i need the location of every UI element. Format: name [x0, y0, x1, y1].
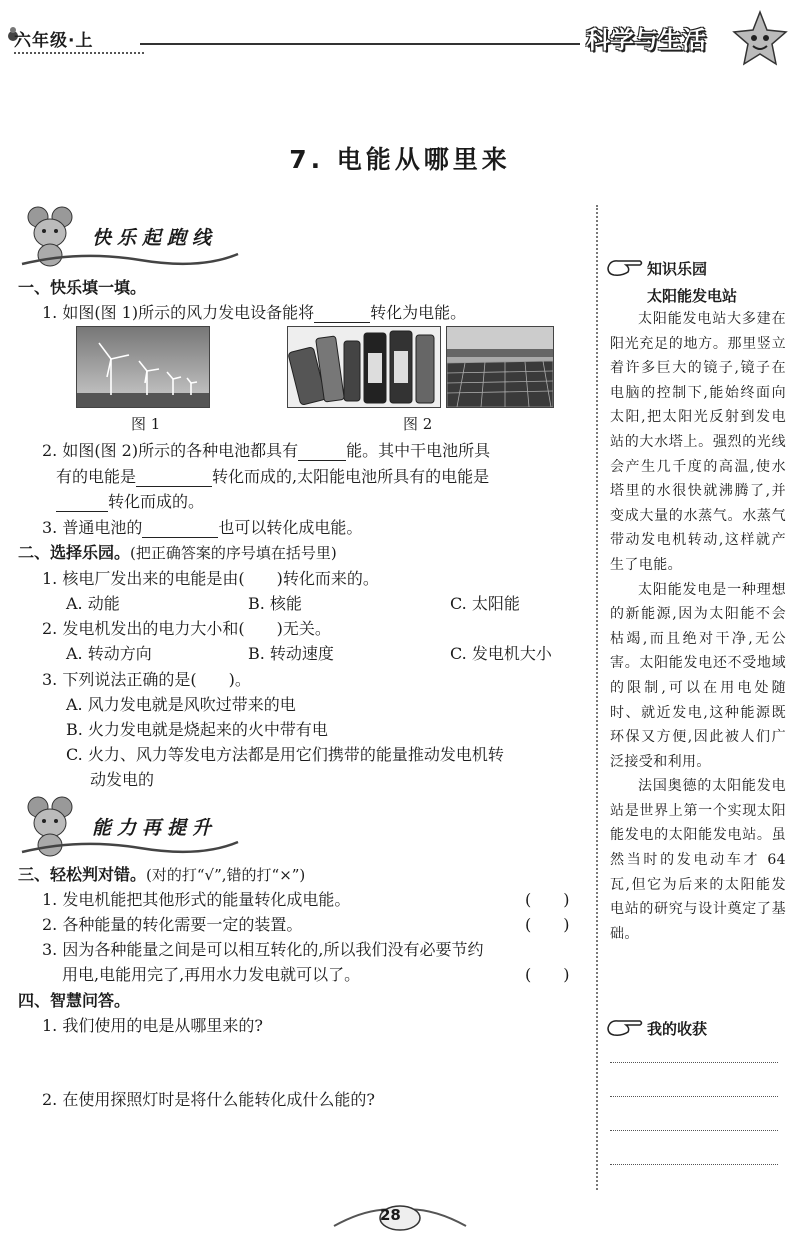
harvest-heading: 我的收获: [647, 1020, 708, 1038]
s2-q3: 3. 下列说法正确的是( )。: [42, 670, 251, 689]
sidebar-paragraph-1: 太阳能发电站大多建在阳光充足的地方。那里竖立着许多巨大的镜子,镜子在电脑的控制下,能始终面向太阳,把太阳光反射到发电站的大水塔上。强烈的光线会产生几千度的高温,使水塔里的水很快就沸腾了,并变成大量的水蒸气。水蒸气带动发电机转动,这样就产生了电能。: [610, 311, 786, 573]
header-grade: 六年级·上: [14, 31, 94, 51]
s3-item-3-cont: 用电,电能用完了,再用水力发电就可以了。: [62, 965, 361, 984]
s3-item-3: 3. 因为各种能量之间是可以相互转化的,所以我们没有必要节约: [42, 940, 484, 959]
column-divider: [596, 205, 598, 1190]
s1-q2-blank-3[interactable]: [56, 495, 108, 512]
s1-q1-blank[interactable]: [314, 306, 370, 323]
s2-q3-option-a[interactable]: A. 风力发电就是风吹过带来的电: [66, 695, 296, 714]
sidebar-paragraph-2: 太阳能发电是一种理想的新能源,因为太阳能不会枯竭,而且绝对干净,无公害。太阳能发电还不受地域的限制,可以在用电处随时、就近发电,这种能源既环保又方便,因此被人们广泛接受和利用。: [610, 581, 786, 770]
s2-heading-row: [18, 540, 337, 563]
harvest-line-2[interactable]: [610, 1096, 778, 1097]
s4-heading: 四、智慧问答。: [18, 991, 131, 1010]
s2-q2-option-c[interactable]: C. 发电机大小: [450, 644, 552, 663]
star-mascot-icon: [732, 10, 788, 72]
s2-q2: 2. 发电机发出的电力大小和( )无关。: [42, 619, 331, 638]
page-number: 28: [380, 1206, 401, 1224]
sidebar-article: [610, 307, 786, 946]
header-dotted-rule: [14, 52, 144, 54]
s3-heading-row: [18, 862, 305, 885]
page-title: 7. 电能从哪里来: [289, 145, 511, 174]
figure-1-caption: 图 1: [131, 415, 161, 433]
s3-item-2: 2. 各种能量的转化需要一定的装置。: [42, 915, 303, 934]
sidebar-heading: 知识乐园: [647, 260, 708, 278]
s4-q1: 1. 我们使用的电是从哪里来的?: [42, 1016, 263, 1035]
s1-q2-line3: 转化而成的。: [56, 489, 204, 512]
s1-q2-line2: 有的电能是 转化而成的,太阳能电池所具有的电能是: [56, 467, 490, 486]
figure-2-caption: 图 2: [403, 415, 433, 433]
s2-q3-option-c-cont: 动发电的: [90, 770, 155, 789]
s2-q1-option-c[interactable]: C. 太阳能: [450, 594, 520, 613]
section-banner-2: 能力再提升: [92, 817, 218, 839]
section-banner-1: 快乐起跑线: [92, 227, 218, 249]
s1-q3-blank[interactable]: [142, 521, 218, 538]
wind-turbine-photo: [76, 326, 210, 408]
pointing-hand-icon: [606, 1016, 644, 1038]
sidebar-subtitle: 太阳能发电站: [647, 287, 738, 305]
s2-q2-option-a[interactable]: A. 转动方向: [66, 644, 152, 663]
s1-q2-blank-2[interactable]: [136, 470, 212, 487]
s1-q2-blank-1[interactable]: [298, 444, 346, 461]
solar-panels-photo: [446, 326, 554, 408]
s3-heading: 三、轻松判对错。: [18, 865, 147, 884]
pointing-hand-icon: [606, 256, 644, 278]
harvest-line-3[interactable]: [610, 1130, 778, 1131]
s3-item-2-answer[interactable]: ( ): [525, 915, 570, 934]
s1-q2-line1: 2. 如图(图 2)所示的各种电池都具有 能。其中干电池所具: [42, 441, 491, 460]
s1-heading: 一、快乐填一填。: [18, 278, 147, 297]
s1-q3: 3. 普通电池的 也可以转化成电能。: [42, 518, 363, 537]
s2-q3-option-b[interactable]: B. 火力发电就是烧起来的火中带有电: [66, 720, 328, 739]
s2-note: (把正确答案的序号填在括号里): [130, 544, 337, 562]
header-brand: 科学与生活: [586, 26, 706, 54]
s2-q1: 1. 核电厂发出来的电能是由( )转化而来的。: [42, 569, 379, 588]
s2-q3-option-c[interactable]: C. 火力、风力等发电方法都是用它们携带的能量推动发电机转: [66, 745, 504, 764]
header-rule: [140, 43, 580, 45]
s3-item-3-answer[interactable]: ( ): [525, 965, 570, 984]
s2-heading: 二、选择乐园。: [18, 543, 131, 562]
s3-note: (对的打“√”,错的打“×”): [146, 866, 306, 884]
s2-q2-option-b[interactable]: B. 转动速度: [248, 644, 334, 663]
s2-q1-option-b[interactable]: B. 核能: [248, 594, 302, 613]
s4-q2: 2. 在使用探照灯时是将什么能转化成什么能的?: [42, 1090, 375, 1109]
harvest-line-4[interactable]: [610, 1164, 778, 1165]
s1-q1: 1. 如图(图 1)所示的风力发电设备能将 转化为电能。: [42, 303, 467, 322]
s2-q1-option-a[interactable]: A. 动能: [66, 594, 120, 613]
s3-item-1-answer[interactable]: ( ): [525, 890, 570, 909]
s3-item-1: 1. 发电机能把其他形式的能量转化成电能。: [42, 890, 351, 909]
harvest-line-1[interactable]: [610, 1062, 778, 1063]
batteries-photo: [287, 326, 441, 408]
sidebar-paragraph-3: 法国奥德的太阳能发电站是世界上第一个实现太阳能发电的太阳能发电站。虽然当时的发电动车才 64 瓦,但它为后来的太阳能发电站的研究与设计奠定了基础。: [610, 778, 786, 942]
